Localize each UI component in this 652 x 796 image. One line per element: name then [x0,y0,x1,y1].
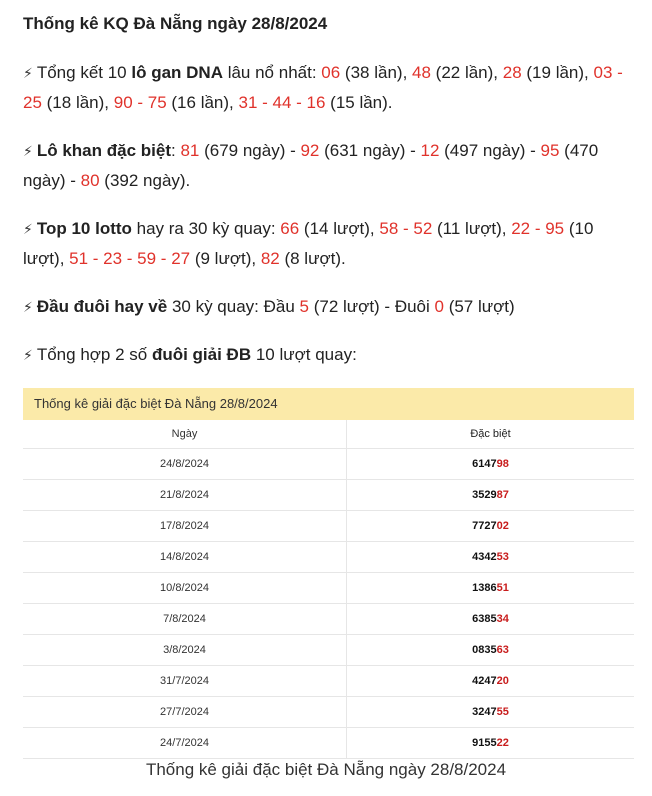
special-cell [347,604,634,634]
special-cell [347,728,634,758]
special-cell [347,573,634,603]
special-cell [347,511,634,541]
summary-dau-duoi [23,292,631,322]
number: 80 [80,171,100,190]
text: (18 lần), [41,93,114,112]
lightning-icon: ⚡ [23,65,33,81]
special-cell [347,666,634,696]
date-cell: 7/8/2024 [23,604,347,634]
number: 58 - 52 [379,219,433,238]
text: (72 lượt) - Đuôi [309,297,435,316]
number-tail: 87 [496,489,509,501]
number-tail: 20 [496,675,509,687]
text: 30 kỳ quay: Đầu [167,297,300,316]
column-header-special: Đặc biệt [470,428,511,440]
date-cell: 17/8/2024 [23,511,347,541]
text: (19 lần), [521,63,594,82]
text: (497 ngày) - [439,141,541,160]
number: 51 - 23 - 59 - 27 [69,249,191,268]
link-top-lotto[interactable]: Top 10 lotto [36,219,132,238]
link-lo-khan[interactable]: Lô khan đặc biệt [36,141,171,160]
date-cell: 3/8/2024 [23,635,347,665]
number-head: 0835 [472,644,497,656]
number-head: 4247 [472,675,497,687]
text: lâu nổ nhất: [222,63,322,82]
special-cell [347,697,634,727]
number: 82 [260,249,280,268]
table-row [23,449,634,480]
number: 5 [299,297,309,316]
table-body [23,449,634,759]
number-head: 7727 [472,520,497,532]
date-cell: 24/7/2024 [23,728,347,758]
number: 0 [434,297,444,316]
text: Tổng hợp 2 số [36,345,152,364]
table-header-row [23,420,634,449]
lightning-icon: ⚡ [23,143,33,159]
text: (38 lần), [340,63,413,82]
number: 81 [180,141,200,160]
number-tail: 22 [496,737,509,749]
number-tail: 51 [496,582,509,594]
special-cell [347,635,634,665]
summary-gan [23,58,631,118]
number-head: 1386 [472,582,497,594]
number-tail: 53 [496,551,509,563]
text: (11 lượt), [432,219,512,238]
image-caption: Thống kê giải đặc biệt Đà Nẵng ngày 28/8/2024 [145,760,507,779]
number: 90 - 75 [113,93,167,112]
date-cell: 21/8/2024 [23,480,347,510]
summary-duoi-db [23,340,631,370]
number-tail: 34 [496,613,509,625]
number: 48 [412,63,431,82]
text: (10 lượt), [23,219,594,268]
table-heading: Thống kê giải đặc biệt Đà Nẵng 28/8/2024 [23,388,634,420]
text: (8 lượt). [279,249,346,268]
table-row [23,666,634,697]
text: 10 lượt quay: [251,345,357,364]
table-row [23,480,634,511]
number: 92 [300,141,320,160]
number-tail: 55 [496,706,509,718]
text: (679 ngày) - [199,141,301,160]
date-cell: 14/8/2024 [23,542,347,572]
date-cell: 31/7/2024 [23,666,347,696]
number: 31 - 44 - 16 [238,93,326,112]
special-number [472,613,509,625]
text: (631 ngày) - [319,141,421,160]
special-cell [347,480,634,510]
number-head: 3247 [472,706,497,718]
special-number [472,675,509,687]
number-head: 4342 [472,551,497,563]
table-row [23,511,634,542]
link-dau-duoi[interactable]: Đầu đuôi hay về [36,297,168,316]
number: 03 - 25 [23,63,623,112]
date-cell: 10/8/2024 [23,573,347,603]
text: (470 ngày) - [23,141,599,190]
number: 28 [502,63,522,82]
text: (57 lượt) [443,297,515,316]
link-duoi-db[interactable]: đuôi giải ĐB [151,345,252,364]
special-prize-table [23,388,634,759]
number: 06 [321,63,341,82]
text: (15 lần). [325,93,393,112]
special-number [472,551,509,563]
number-tail: 98 [496,458,509,470]
number-head: 3529 [472,489,497,501]
summary-lo-khan [23,136,631,196]
number: 66 [280,219,300,238]
summary-top-lotto [23,214,631,274]
date-cell: 27/7/2024 [23,697,347,727]
table-row [23,697,634,728]
text: : [170,141,181,160]
number-head: 6147 [472,458,497,470]
text: (16 lần), [166,93,239,112]
table-row [23,604,634,635]
table-row [23,542,634,573]
lightning-icon: ⚡ [23,221,33,237]
lightning-icon: ⚡ [23,299,33,315]
number-head: 9155 [472,737,497,749]
special-number [472,458,509,470]
date-cell: 24/8/2024 [23,449,347,479]
text: hay ra 30 kỳ quay: [131,219,281,238]
link-lo-gan[interactable]: lô gan DNA [131,63,223,82]
number-head: 6385 [472,613,497,625]
page-title: Thống kê KQ Đà Nẵng ngày 28/8/2024 [23,14,328,33]
number: 22 - 95 [511,219,565,238]
special-number [472,737,509,749]
special-number [472,489,509,501]
column-header-date: Ngày [23,420,347,448]
lightning-icon: ⚡ [23,347,33,363]
table-row [23,573,634,604]
number-tail: 63 [496,644,509,656]
text: (22 lần), [430,63,503,82]
table-row [23,728,634,759]
text: (14 lượt), [299,219,380,238]
text: (392 ngày). [99,171,191,190]
text: Tổng kết 10 [36,63,132,82]
table-row [23,635,634,666]
number-tail: 02 [496,520,509,532]
special-cell [347,449,634,479]
text: (9 lượt), [190,249,261,268]
special-number [472,582,509,594]
special-number [472,644,509,656]
special-number [472,520,509,532]
number: 12 [420,141,440,160]
number: 95 [540,141,560,160]
special-cell [347,542,634,572]
special-number [472,706,509,718]
